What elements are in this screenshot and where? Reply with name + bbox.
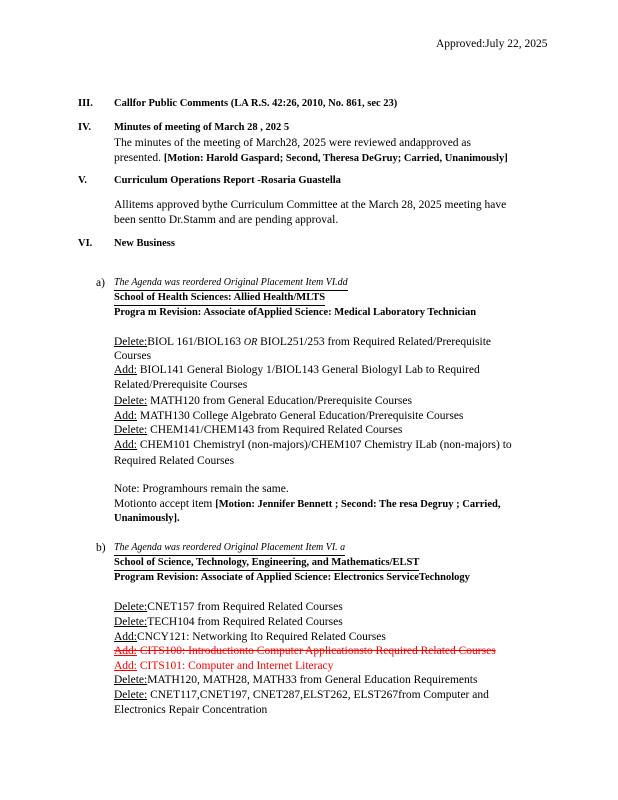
change-text: MATH120 from General Education/Prerequisite Courses bbox=[147, 395, 412, 407]
change-text: CITS100: Introductionto Computer Applicationsto Required Related Courses bbox=[137, 645, 496, 657]
change-line bbox=[114, 363, 480, 377]
change-text: CNCY121: Networking Ito Required Related Courses bbox=[137, 631, 386, 643]
change-line bbox=[114, 394, 412, 408]
paragraph-line: Allitems approved bythe Curriculum Committee at the March 28, 2025 meeting have bbox=[114, 199, 507, 211]
program-heading: Program Revision: Associate of Applied Science: Electronics ServiceTechnology bbox=[114, 572, 470, 583]
paragraph-line bbox=[114, 151, 508, 166]
change-text: CHEM141/CHEM143 from Required Related Courses bbox=[147, 424, 403, 436]
change-text: CITS101: Computer and Internet Literacy bbox=[137, 660, 334, 672]
change-line bbox=[114, 703, 267, 717]
change-line bbox=[114, 600, 343, 614]
change-line bbox=[114, 349, 151, 363]
change-text: BIOL 161/BIOL163 bbox=[147, 336, 244, 348]
change-text: Required Related Courses bbox=[114, 455, 235, 467]
change-line bbox=[114, 644, 496, 658]
change-line bbox=[114, 454, 234, 468]
change-action: Add: bbox=[114, 660, 137, 672]
motion-text: [Motion: Harold Gaspard; Second, Theresa DeGruy; Carried, Unanimously] bbox=[163, 153, 508, 164]
change-action: Delete: bbox=[114, 689, 148, 701]
school-heading: School of Science, Technology, Engineering, and Mathematics/ELST bbox=[114, 556, 419, 571]
change-text: TECH104 from Required Related Courses bbox=[147, 616, 343, 628]
section-number: IV. bbox=[78, 122, 91, 133]
school-heading: School of Health Sciences: Allied Health/MLTS bbox=[114, 291, 325, 306]
motion-text: [Motion: Jennifer Bennett ; Second: The resa Degruy ; Carried, bbox=[215, 499, 501, 510]
change-text: CNET157 from Required Related Courses bbox=[147, 601, 343, 613]
change-text: Related/Prerequisite Courses bbox=[114, 379, 248, 391]
change-text: Electronics Repair Concentration bbox=[114, 704, 268, 716]
change-action: Delete: bbox=[114, 395, 148, 407]
change-action: Add: bbox=[114, 645, 137, 657]
text: Motionto accept item bbox=[114, 498, 216, 510]
change-line bbox=[114, 673, 477, 687]
change-line bbox=[114, 688, 489, 702]
change-text: BIOL251/253 from Required Related/Prerequisite bbox=[257, 336, 492, 348]
change-action: Delete: bbox=[114, 336, 148, 348]
change-text: MATH120, MATH28, MATH33 from General Education Requirements bbox=[147, 674, 478, 686]
change-action: Delete: bbox=[114, 601, 148, 613]
change-action: Add: bbox=[114, 631, 137, 643]
section-title: New Business bbox=[114, 238, 175, 249]
section-number: VI. bbox=[78, 238, 93, 249]
paragraph-line: The minutes of the meeting of March28, 2025 were reviewed andapproved as bbox=[114, 137, 472, 149]
change-line bbox=[114, 335, 491, 350]
section-title: Minutes of meeting of March 28 , 202 5 bbox=[114, 122, 290, 133]
paragraph-line: been sentto Dr.Stamm and are pending approval. bbox=[114, 214, 339, 226]
change-text: MATH130 College Algebrato General Education/Prerequisite Courses bbox=[137, 410, 464, 422]
change-action: Delete: bbox=[114, 616, 148, 628]
text: presented. bbox=[114, 152, 164, 164]
change-line bbox=[114, 438, 512, 452]
change-line bbox=[114, 615, 343, 629]
change-action: Add: bbox=[114, 364, 137, 376]
change-conjunction: OR bbox=[243, 337, 258, 348]
change-action: Add: bbox=[114, 410, 137, 422]
item-label: b) bbox=[96, 542, 106, 554]
section-title: Callfor Public Comments (LA R.S. 42:26, 2010, No. 861, sec 23) bbox=[114, 98, 398, 109]
change-text: BIOL141 General Biology 1/BIOL143 General BiologyI Lab to Required bbox=[137, 364, 480, 376]
change-line bbox=[114, 659, 333, 673]
change-line bbox=[114, 378, 247, 392]
section-number: III. bbox=[78, 98, 93, 109]
approval-date: Approved:July 22, 2025 bbox=[436, 38, 548, 50]
change-text: Courses bbox=[114, 350, 152, 362]
change-text: CNET117,CNET197, CNET287,ELST262, ELST267from Computer and bbox=[147, 689, 489, 701]
motion-line: Unanimously]. bbox=[114, 513, 180, 524]
section-number: V. bbox=[78, 175, 87, 186]
note: Note: Programhours remain the same. bbox=[114, 483, 289, 495]
change-action: Add: bbox=[114, 439, 137, 451]
motion-line bbox=[114, 497, 500, 512]
program-heading: Progra m Revision: Associate ofApplied Science: Medical Laboratory Technician bbox=[114, 307, 477, 318]
change-line bbox=[114, 423, 402, 437]
item-label: a) bbox=[96, 277, 105, 289]
change-text: CHEM101 ChemistryI (non-majors)/CHEM107 Chemistry ILab (non-majors) to bbox=[137, 439, 512, 451]
change-action: Delete: bbox=[114, 674, 148, 686]
reorder-note: The Agenda was reordered Original Placement Item VI. a bbox=[114, 541, 345, 556]
change-action: Delete: bbox=[114, 424, 148, 436]
reorder-note: The Agenda was reordered Original Placement Item VI.dd bbox=[114, 276, 348, 291]
section-title: Curriculum Operations Report -Rosaria Guastella bbox=[114, 175, 341, 186]
change-line bbox=[114, 409, 463, 423]
change-line bbox=[114, 630, 386, 644]
